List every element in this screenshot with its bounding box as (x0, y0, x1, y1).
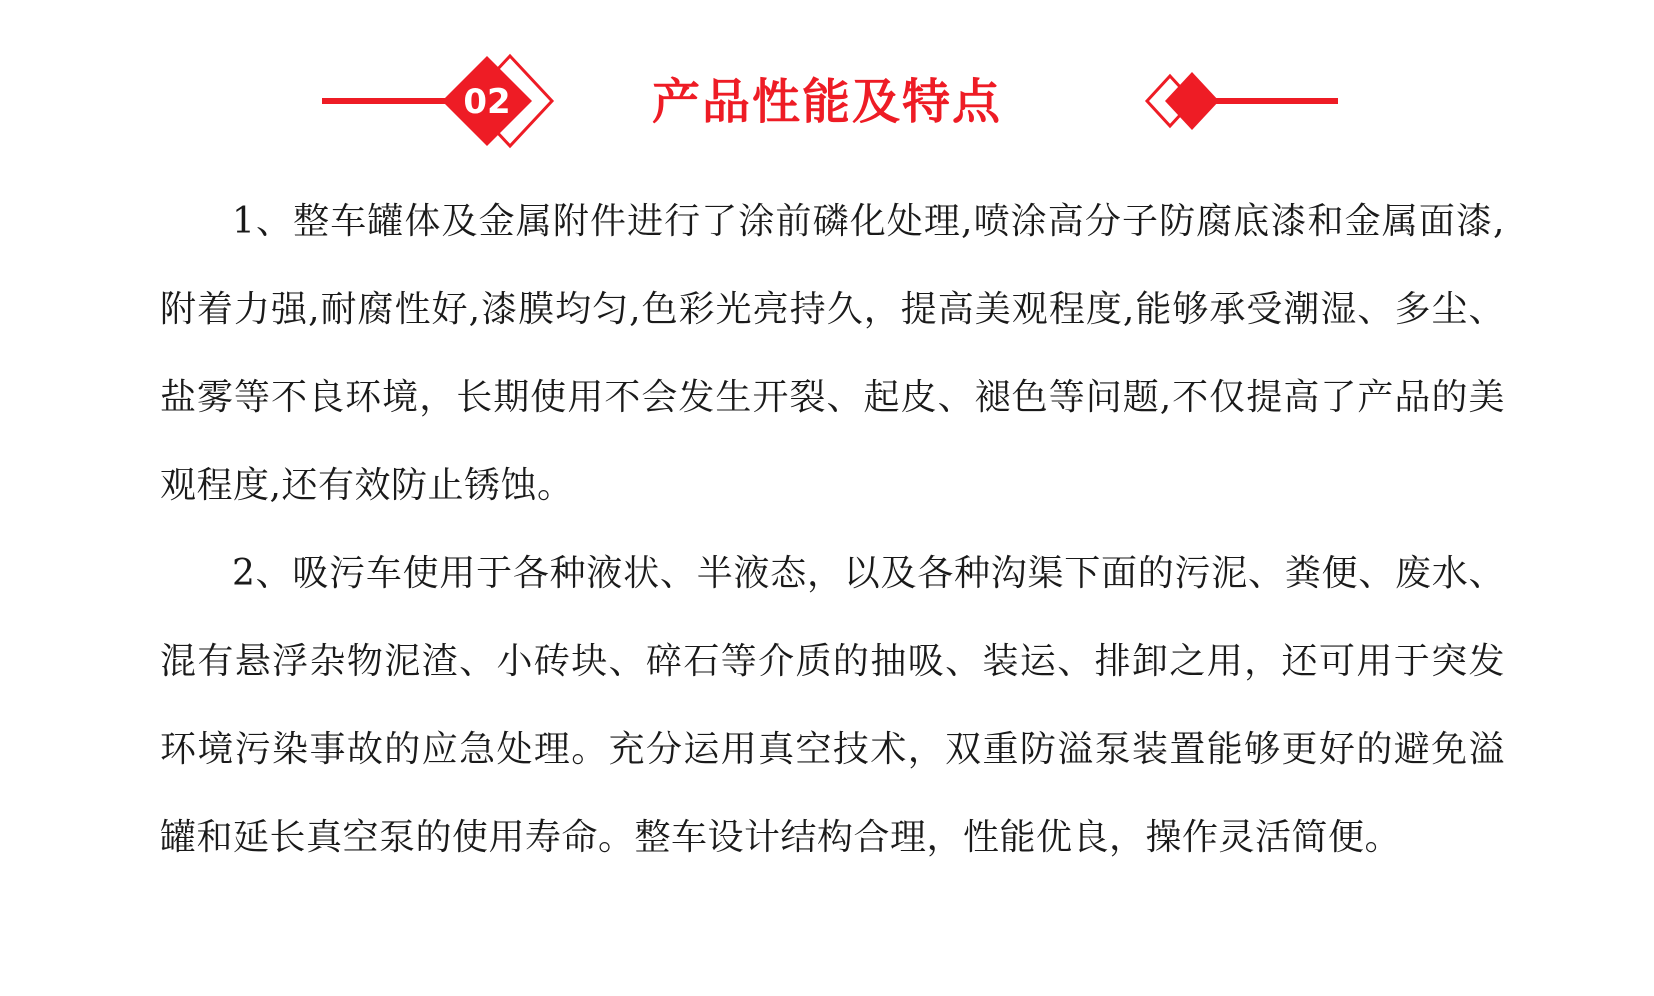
section-header (0, 0, 1654, 180)
section-number: 02 (463, 82, 511, 122)
section-title: 产品性能及特点 (651, 74, 1002, 130)
paragraph-2: 2、吸污车使用于各种液状、半液态，以及各种沟渠下面的污泥、粪便、废水、混有悬浮杂物泥渣、小砖块、碎石等介质的抽吸、装运、排卸之用，还可用于突发环境污染事故的应急处理。充分运用真空技术，双重防溢泵装置能够更好的避免溢罐和延长真空泵的使用寿命。整车设计结构合理，性能优良，操作灵活简便。 (160, 553, 1505, 858)
paragraph-1: 1、整车罐体及金属附件进行了涂前磷化处理,喷涂高分子防腐底漆和金属面漆, 附着力强,耐腐性好,漆膜均匀,色彩光亮持久，提高美观程度,能够承受潮湿、多尘、盐雾等不良环境，长期使用不会发生开裂、起皮、褪色等问题,不仅提高了产品的美观程度,还有效防止锈蚀。 (160, 201, 1505, 506)
content-body (160, 178, 1505, 882)
